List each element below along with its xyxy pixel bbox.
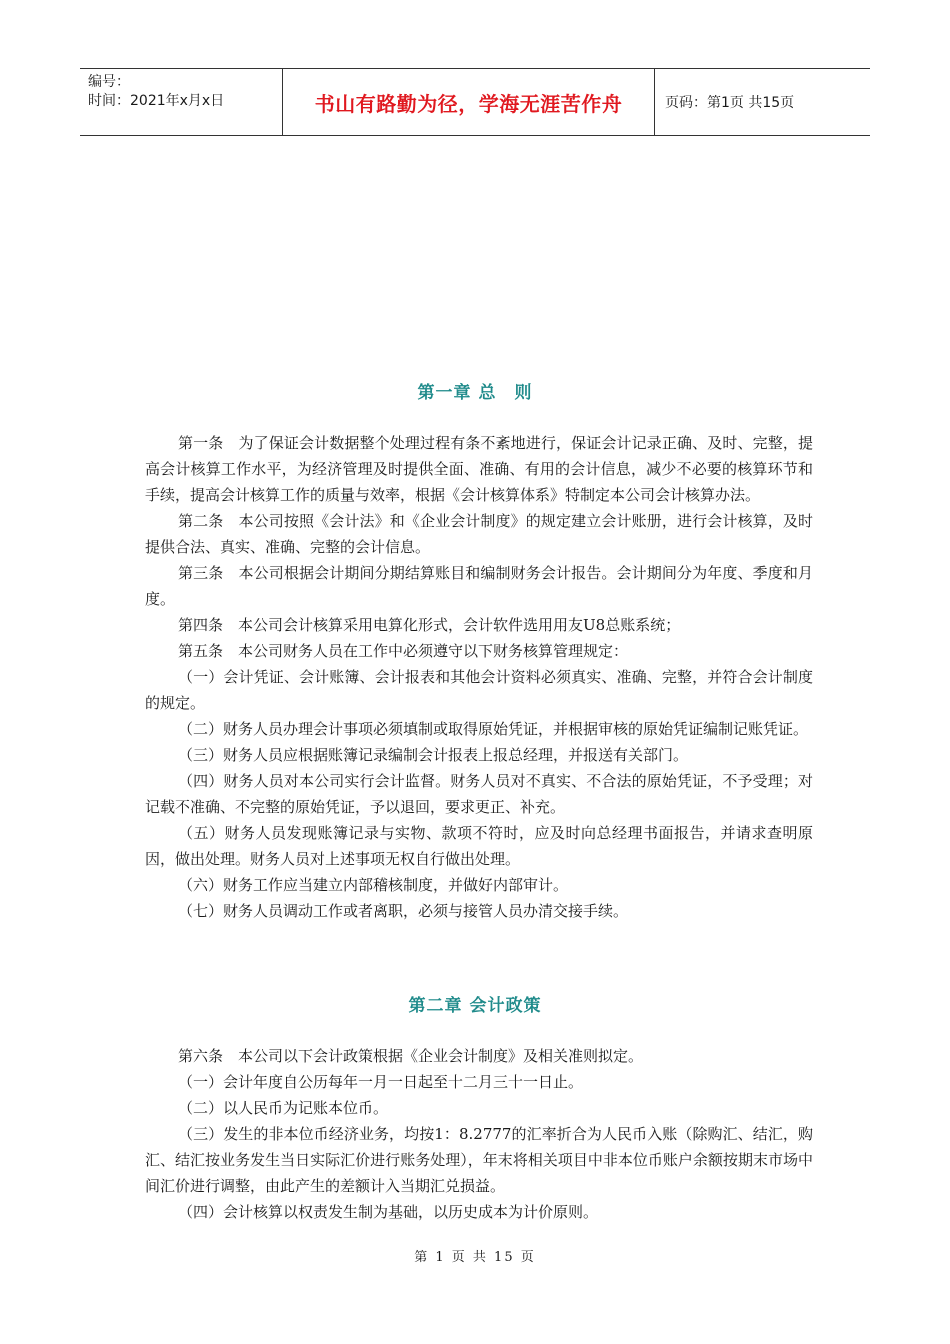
article-6-item-1: （一）会计年度自公历每年一月一日起至十二月三十一日止。 xyxy=(178,1073,584,1091)
document-header xyxy=(80,68,870,136)
article-1: 第一条 为了保证会计数据整个处理过程有条不紊地进行，保证会计记录正确、及时、完整，提高会计核算工作水平，为经济管理及时提供全面、准确、有用的会计信息，减少不必要的核算环节和手续，提高会计核算工作的质量与效率，根据《会计核算体系》特制定本公司会计核算办法。 xyxy=(145,434,813,504)
date-line: 时间：2021年x月x日 xyxy=(88,93,225,109)
chapter-2-title: 第二章 会计政策 xyxy=(408,996,542,1016)
article-5-item-2: （二）财务人员办理会计事项必须填制或取得原始凭证，并根据审核的原始凭证编制记账凭证。 xyxy=(178,720,809,738)
article-6-item-4: （四）会计核算以权责发生制为基础，以历史成本为计价原则。 xyxy=(178,1203,599,1221)
article-5: 第五条 本公司财务人员在工作中必须遵守以下财务核算管理规定： xyxy=(178,642,629,660)
article-5-item-5: （五）财务人员发现账簿记录与实物、款项不符时，应及时向总经理书面报告，并请求查明原因，做出处理。财务人员对上述事项无权自行做出处理。 xyxy=(145,824,813,868)
article-6-item-3: （三）发生的非本位币经济业务，均按1：8.2777的汇率折合为人民币入账（除购汇、结汇，购汇、结汇按业务发生当日实际汇价进行账务处理），年末将相关项目中非本位币账户余额按期末市场中间汇价进行调整，由此产生的差额计入当期汇兑损益。 xyxy=(145,1125,813,1195)
header-meta xyxy=(80,69,282,135)
page-footer: 第 1 页 共 15 页 xyxy=(414,1250,536,1265)
header-motto: 书山有路勤为径，学海无涯苦作舟 xyxy=(282,69,655,135)
article-5-item-3: （三）财务人员应根据账簿记录编制会计报表上报总经理，并报送有关部门。 xyxy=(178,746,689,764)
article-5-item-6: （六）财务工作应当建立内部稽核制度，并做好内部审计。 xyxy=(178,876,569,894)
chapter-1-title: 第一章 总 则 xyxy=(417,383,533,403)
article-5-item-4: （四）财务人员对本公司实行会计监督。财务人员对不真实、不合法的原始凭证，不予受理；对记载不准确、不完整的原始凭证，予以退回，要求更正、补充。 xyxy=(145,772,813,816)
article-5-item-1: （一）会计凭证、会计账簿、会计报表和其他会计资料必须真实、准确、完整，并符合会计制度的规定。 xyxy=(145,668,813,712)
chapter-2-body xyxy=(145,1043,813,1225)
article-4: 第四条 本公司会计核算采用电算化形式，会计软件选用用友U8总账系统； xyxy=(178,616,681,634)
article-5-item-7: （七）财务人员调动工作或者离职，必须与接管人员办清交接手续。 xyxy=(178,902,629,920)
header-page-code: 页码：第1页 共15页 xyxy=(665,95,795,111)
article-6: 第六条 本公司以下会计政策根据《企业会计制度》及相关准则拟定。 xyxy=(178,1047,644,1065)
article-3: 第三条 本公司根据会计期间分期结算账目和编制财务会计报告。会计期间分为年度、季度和月度。 xyxy=(145,564,813,608)
serial-number-label: 编号： xyxy=(88,74,130,90)
article-2: 第二条 本公司按照《会计法》和《企业会计制度》的规定建立会计账册，进行会计核算，及时提供合法、真实、准确、完整的会计信息。 xyxy=(145,512,813,556)
chapter-1-body xyxy=(145,430,813,924)
article-6-item-2: （二）以人民币为记账本位币。 xyxy=(178,1099,389,1117)
